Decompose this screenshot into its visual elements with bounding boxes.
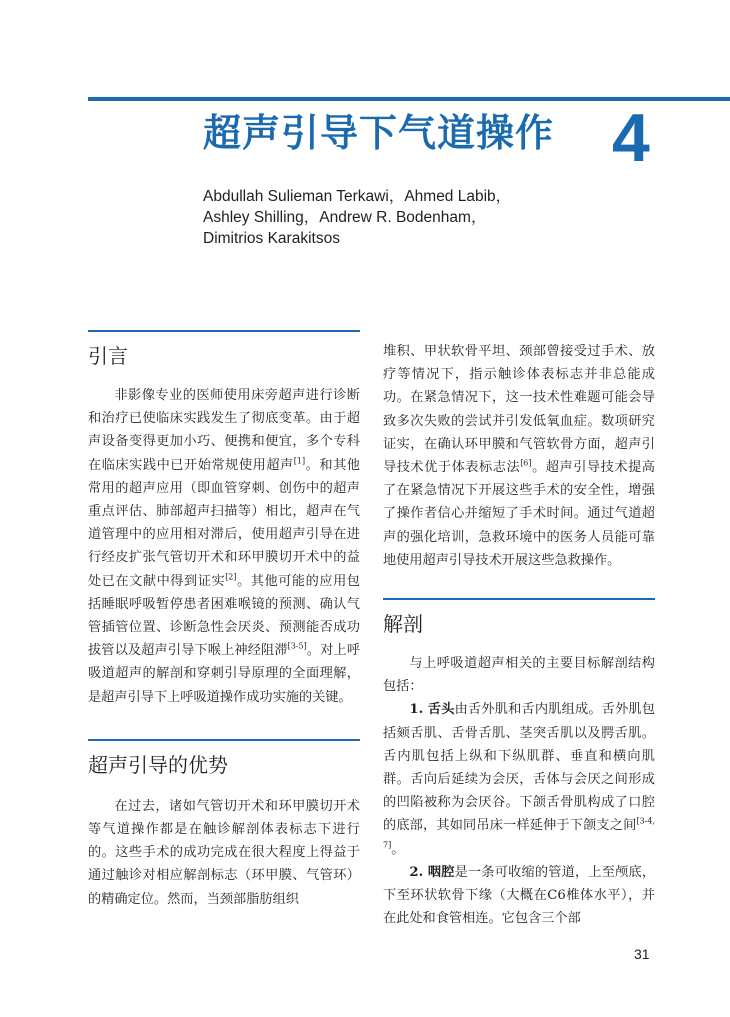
section-heading-advantages: 超声引导的优势 xyxy=(88,752,228,777)
author-line: Abdullah Sulieman Terkawi，Ahmed Labib， xyxy=(203,188,512,205)
section-heading-intro: 引言 xyxy=(88,344,128,368)
item-label: 2. 咽腔 xyxy=(409,864,455,880)
item-label: 1. 舌头 xyxy=(409,702,455,718)
author-line: Dimitrios Karakitsos xyxy=(203,230,340,247)
anatomy-intro-paragraph: 与上呼吸道超声相关的主要目标解剖结构包括： xyxy=(383,656,655,695)
citation: [3-5] xyxy=(287,641,307,651)
intro-paragraph: 非影像专业的医师使用床旁超声进行诊断和治疗已使临床实践发生了彻底变革。由于超声设备变得更加小巧、便携和便宜，多个专科在临床实践中已开始常规使用超声[1]。和其他常用的超声应用（即血管穿刺、创伤中的超声重点评估、肺部超声扫描等）相比，超声在气道管理中的应用相对滞后，使用超声引导在进行经皮扩张气管切开术和环甲膜切开术中的益处已在文献中得到证实[2]。其他可能的应用包括睡眠呼吸暂停患者困难喉镜的预测、确认气管插管位置、诊断急性会厌炎、预测能否成功拔管以及超声引导下喉上神经阻滞[3-5]。对上呼吸道超声的解剖和穿刺引导原理的全面理解，是超声引导下上呼吸道操作成功实施的关键。 xyxy=(88,388,361,705)
citation: [2] xyxy=(225,572,237,582)
anatomy-item-pharynx: 2. 咽腔是一条可收缩的管道，上至颅底，下至环状软骨下缘（大概在C6椎体水平），并在此处和食管相连。它包含三个部 xyxy=(383,864,656,927)
citation: [6] xyxy=(520,458,532,468)
advantages-paragraph-continued: 堆积、甲状软骨平坦、颈部曾接受过手术、放疗等情况下，指示触诊体表标志并非总能成功。在紧急情况下，这一技术性难题可能会导致多次失败的尝试并引发低氧血症。数项研究证实，在确认环甲膜和气管软骨方面，超声引导技术优于体表标志法[6]。超声引导技术提高了在紧急情况下开展这些手术的安全性，增强了操作者信心并缩短了手术时间。通过气道超声的强化培训，急救环境中的医务人员能可靠地使用超声引导技术开展这些急救操作。 xyxy=(383,344,655,568)
left-column xyxy=(88,330,360,911)
chapter-title: 超声引导下气道操作 xyxy=(203,110,555,155)
author-line: Ashley Shilling，Andrew R. Bodenham， xyxy=(203,209,487,226)
chapter-authors xyxy=(203,186,533,249)
right-column xyxy=(383,340,655,930)
chapter-number: 4 xyxy=(612,100,650,176)
advantages-paragraph: 在过去，诸如气管切开术和环甲膜切开术等气道操作都是在触诊解剖体表标志下进行的。这些手术的成功完成在很大程度上得益于通过触诊对相应解剖标志（环甲膜、气管环）的精确定位。然而，当颈部脂肪组织 xyxy=(88,798,360,907)
section-heading-anatomy: 解剖 xyxy=(383,612,423,637)
anatomy-item-tongue: 1. 舌头由舌外肌和舌内肌组成。舌外肌包括颏舌肌、舌骨舌肌、茎突舌肌以及腭舌肌。舌内肌包括上纵和下纵肌群、垂直和横向肌群。舌向后延续为会厌，舌体与会厌之间形成的凹陷被称为会厌谷。下颌舌骨肌构成了口腔的底部，其如同吊床一样延伸于下颌支之间[3-4, 7]。 xyxy=(383,702,656,857)
citation: [1] xyxy=(293,456,306,466)
citation: [3-4, 7] xyxy=(383,817,655,850)
page-number: 31 xyxy=(634,946,650,962)
